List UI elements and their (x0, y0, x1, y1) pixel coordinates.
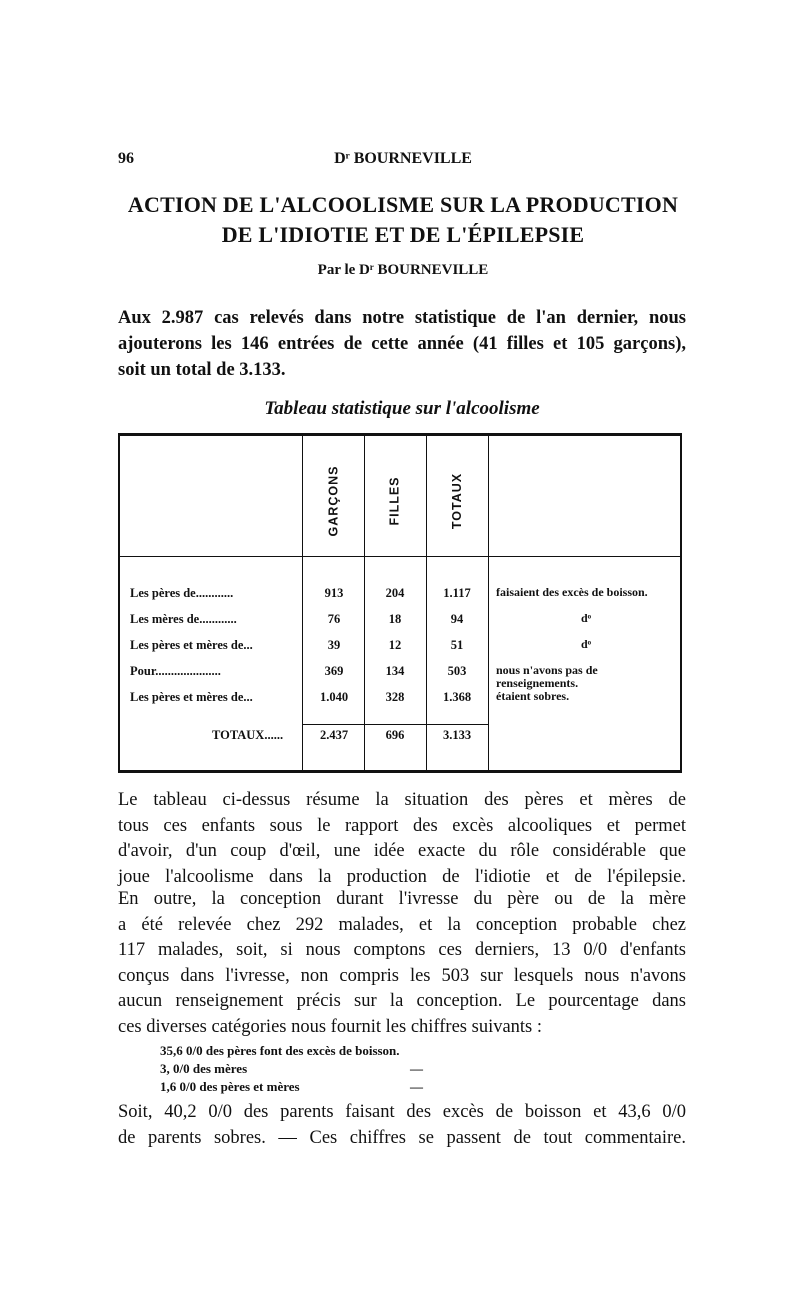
table-row (120, 690, 680, 712)
cell-garcons: 76 (327, 612, 341, 626)
cell-garcons: 39 (327, 638, 341, 652)
list-item-text: 3, 0/0 des mères (160, 1061, 248, 1076)
cell-filles: 12 (388, 638, 402, 652)
summary-line: Le tableau ci-dessus résume la situation des pères et mères de (118, 790, 686, 810)
summary-line: d'avoir, d'un coup d'œil, une idée exacte du rôle considérable que (118, 841, 686, 862)
title-line-2: DE L'IDIOTIE ET DE L'ÉPILEPSIE (221, 222, 585, 247)
totals-label: TOTAUX...... (212, 728, 284, 742)
list-item-dash: — (410, 1061, 423, 1076)
row-label: Les pères de............ (130, 586, 234, 600)
row-note: nous n'avons pas de renseignements. (496, 663, 598, 690)
cell-totaux: 1.117 (443, 586, 471, 600)
list-item-dash: — (410, 1079, 423, 1094)
percentage-list (160, 1042, 560, 1096)
list-item-text: 1,6 0/0 des pères et mères (160, 1079, 300, 1094)
intro-line: ajouterons les 146 entrées de cette année (41 filles et 105 garçons), (118, 334, 686, 354)
intro-paragraph (118, 305, 686, 383)
list-item (160, 1042, 560, 1060)
byline: Par le Dʳ BOURNEVILLE (317, 262, 489, 278)
cell-filles: 134 (385, 664, 405, 678)
column-header-filles: FILLES (388, 476, 402, 526)
cell-totaux: 94 (450, 612, 464, 626)
conception-line: En outre, la conception durant l'ivresse du père ou de la mère (118, 889, 686, 909)
totals-rule (302, 724, 488, 725)
list-item (160, 1060, 560, 1078)
conception-line: a été relevée chez 292 malades, et la conception probable chez (118, 914, 686, 935)
conception-line: 117 malades, soit, si nous comptons ces derniers, 13 0/0 d'enfants (118, 940, 686, 961)
statistics-table (118, 433, 682, 773)
conception-line: ces diverses catégories nous fournit les chiffres suivants : (118, 1016, 543, 1037)
column-header-garcons: GARÇONS (326, 465, 340, 537)
totals-row (120, 728, 680, 750)
page-number: 96 (118, 150, 134, 167)
total-filles: 696 (385, 728, 405, 742)
summary-line: joue l'alcoolisme dans la production de l'idiotie et de l'épilepsie. (118, 866, 686, 887)
table-caption: Tableau statistique sur l'alcoolisme (264, 398, 540, 419)
cell-garcons: 369 (324, 664, 344, 678)
cell-filles: 328 (385, 690, 405, 704)
table-row (120, 586, 680, 608)
conception-line: aucun renseignement précis sur la conception. Le pourcentage dans (118, 991, 686, 1012)
row-note: dᵒ (580, 611, 592, 625)
column-header-totaux: TOTAUX (450, 472, 465, 530)
summary-paragraph (118, 788, 686, 890)
running-head (118, 150, 688, 172)
table-row (120, 638, 680, 660)
table-row (120, 612, 680, 634)
cell-garcons: 913 (324, 586, 344, 600)
row-label: Les pères et mères de... (130, 638, 253, 652)
article-title (118, 190, 688, 250)
row-note: faisaient des excès de boisson. (496, 585, 648, 599)
cell-totaux: 1.368 (442, 690, 472, 704)
intro-line: Aux 2.987 cas relevés dans notre statistique de l'an dernier, nous (118, 308, 686, 328)
list-item (160, 1078, 560, 1096)
intro-line: soit un total de 3.133. (118, 360, 286, 380)
running-title: Dʳ BOURNEVILLE (334, 150, 472, 167)
row-note: dᵒ (580, 637, 592, 651)
row-label: Les pères et mères de... (130, 690, 253, 704)
row-note: étaient sobres. (496, 689, 570, 703)
table-row (120, 663, 680, 690)
row-label: Pour..................... (130, 664, 221, 678)
list-item-text: 35,6 0/0 des pères font des excès de boisson. (160, 1043, 400, 1058)
conception-line: conçus dans l'ivresse, non compris les 503 sur lesquels nous n'avons (118, 965, 686, 986)
total-garcons: 2.437 (319, 728, 349, 742)
cell-filles: 204 (385, 586, 405, 600)
cell-garcons: 1.040 (319, 690, 349, 704)
row-label: Les mères de............ (130, 612, 237, 626)
header-rule (120, 556, 680, 557)
cell-filles: 18 (388, 612, 402, 626)
conclusion-line: de parents sobres. — Ces chiffres se passent de tout commentaire. (118, 1128, 686, 1148)
cell-totaux: 51 (450, 638, 464, 652)
title-line-1: ACTION DE L'ALCOOLISME SUR LA PRODUCTION (127, 192, 679, 217)
total-totaux: 3.133 (442, 728, 472, 742)
conception-paragraph (118, 887, 686, 1041)
summary-line: tous ces enfants sous le rapport des excès alcooliques et permet (118, 815, 686, 836)
conclusion-line: Soit, 40,2 0/0 des parents faisant des excès de boisson et 43,6 0/0 (118, 1102, 686, 1122)
cell-totaux: 503 (447, 664, 467, 678)
conclusion-paragraph (118, 1099, 686, 1151)
